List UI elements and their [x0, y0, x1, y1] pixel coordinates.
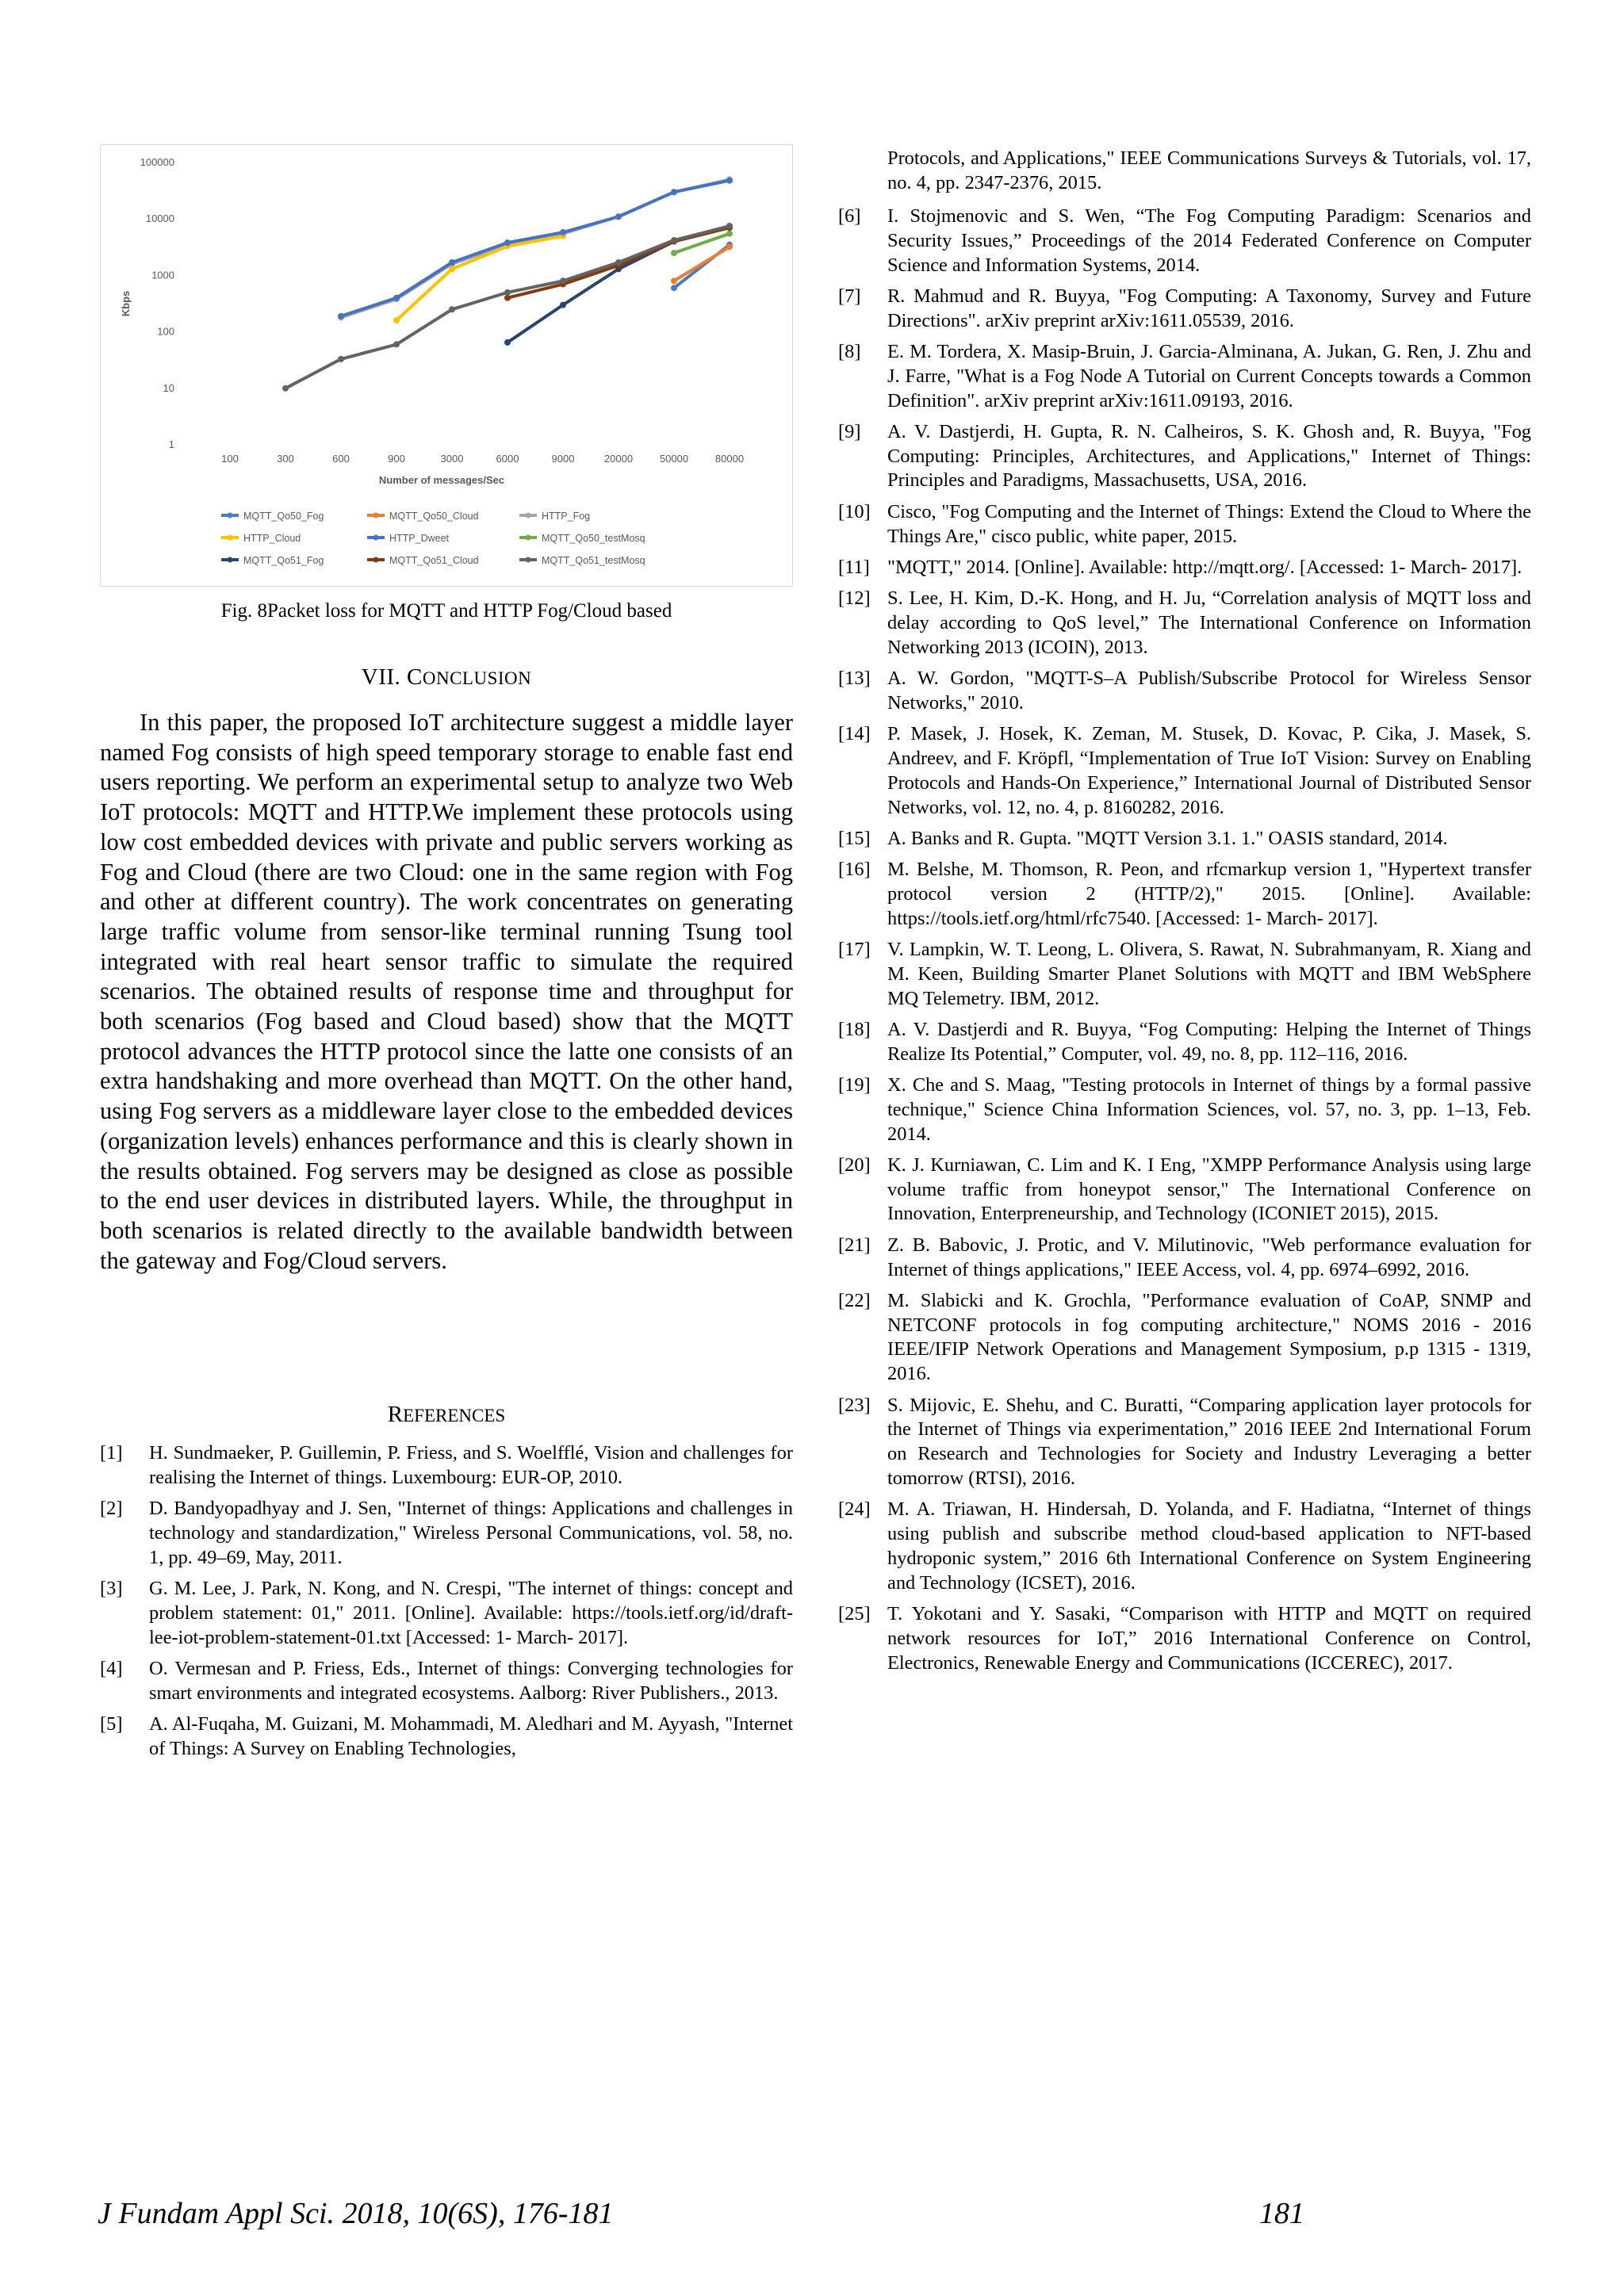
reference-number: [23] [838, 1394, 871, 1416]
reference-number: [18] [838, 1018, 871, 1040]
reference-number: [9] [838, 420, 861, 442]
data-point [393, 295, 400, 301]
legend-swatch-marker [526, 535, 531, 541]
reference-number: [16] [838, 859, 871, 881]
reference-item [838, 1498, 1531, 1595]
reference-text: Z. B. Babovic, J. Protic, and V. Milutinovic, "Web performance evaluation for Internet of things applications," IEEE Access, vol. 4, pp. 6974–6992, 2016. [887, 1234, 1531, 1280]
reference-number: [6] [838, 205, 861, 227]
x-tick-label: 9000 [551, 453, 575, 465]
legend-label: MQTT_Qo50_testMosq [542, 533, 645, 544]
reference-text: A. W. Gordon, "MQTT-S–A Publish/Subscribe Protocol for Wireless Sensor Networks," 2010. [887, 668, 1531, 714]
reference-item [838, 722, 1531, 820]
reference-number: [3] [100, 1577, 123, 1599]
conclusion-heading [100, 664, 793, 691]
reference-item [100, 1497, 793, 1570]
reference-number: [4] [100, 1657, 123, 1679]
data-point [560, 302, 566, 308]
legend-label: MQTT_Qo50_Cloud [389, 511, 479, 522]
reference-text: V. Lampkin, W. T. Leong, L. Olivera, S. Rawat, N. Subrahmanyam, R. Xiang and M. Keen, Building Smarter Planet Solutions with MQTT and IBM WebSphere MQ Telemetry. IBM, 2012. [887, 939, 1531, 1009]
reference-item [838, 1234, 1531, 1283]
data-point [393, 341, 400, 347]
reference-text: A. V. Dastjerdi, H. Gupta, R. N. Calheiros, S. K. Ghosh and, R. Buyya, "Fog Computing: Principles, Architectures, and Applications," Internet of Things: Principles and Paradigms, Massachusetts, USA, 2016. [887, 420, 1531, 492]
reference-text: H. Sundmaeker, P. Guillemin, P. Friess, and S. Woelfflé, Vision and challenges for realising the Internet of things. Luxembourg: EUR-OP, 2010. [149, 1442, 793, 1488]
legend-swatch-marker [373, 513, 379, 519]
y-tick-label: 10000 [145, 212, 174, 225]
reference-number: [8] [838, 340, 861, 362]
reference-number: [13] [838, 668, 871, 690]
reference-number: [1] [100, 1442, 123, 1464]
reference-item [838, 667, 1531, 716]
x-tick-label: 300 [277, 453, 294, 465]
reference-text: A. Banks and R. Gupta. "MQTT Version 3.1. 1." OASIS standard, 2014. [887, 827, 1448, 849]
reference-text: O. Vermesan and P. Friess, Eds., Internet of things: Converging technologies for smart environments and integrated ecosystems. Aalborg: River Publishers., 2013. [149, 1657, 793, 1704]
data-point [726, 231, 733, 237]
data-point [615, 213, 622, 220]
reference-item [838, 500, 1531, 549]
x-axis-label: Number of messages/Sec [378, 474, 505, 486]
legend-swatch-marker [373, 557, 379, 563]
series-line [285, 226, 730, 388]
reference-number: [19] [838, 1074, 871, 1096]
reference-number: [21] [838, 1234, 871, 1256]
legend-swatch-marker [526, 557, 531, 563]
reference-text: I. Stojmenovic and S. Wen, “The Fog Computing Paradigm: Scenarios and Security Issues,” Proceedings of the 2014 Federated Conference on Computer Science and Information Systems, 2014. [887, 205, 1531, 276]
data-point [338, 313, 344, 320]
reference-text: X. Che and S. Maag, "Testing protocols in Internet of things by a formal passive technique," Science China Information Sciences, vol. 57, no. 3, pp. 1–13, Feb. 2014. [887, 1074, 1531, 1145]
data-point [726, 223, 733, 229]
x-tick-label: 80000 [714, 453, 745, 465]
legend-label: MQTT_Qo51_testMosq [542, 555, 645, 566]
y-tick-label: 1000 [151, 269, 174, 281]
reference-item [838, 587, 1531, 660]
reference-text: D. Bandyopadhyay and J. Sen, "Internet of things: Applications and challenges in technology and standardization," Wireless Personal Communications, vol. 58, no. 1, pp. 49–69, May, 2011. [149, 1498, 793, 1568]
y-axis-label: Kbps [120, 290, 132, 317]
reference-number: [7] [838, 285, 861, 307]
reference-item [100, 1712, 793, 1762]
x-tick-label: 20000 [603, 453, 634, 465]
data-point [560, 229, 566, 235]
reference-item [838, 1154, 1531, 1226]
reference-item [838, 938, 1531, 1011]
data-point [560, 277, 566, 284]
conclusion-heading-rest: ONCLUSION [422, 668, 532, 688]
reference-item [838, 1394, 1531, 1491]
reference-item [100, 1577, 793, 1650]
legend-swatch-marker [228, 535, 233, 541]
reference-item [838, 1073, 1531, 1146]
reference-item [100, 1657, 793, 1706]
legend-swatch-marker [526, 513, 531, 519]
y-tick-label: 100000 [140, 156, 174, 168]
legend-label: MQTT_Qo51_Cloud [389, 555, 479, 566]
data-point [671, 189, 677, 195]
reference-number: [22] [838, 1289, 871, 1311]
data-point [449, 266, 455, 272]
references-list-left [100, 1441, 793, 1768]
data-point [615, 259, 622, 266]
data-point [504, 289, 511, 296]
references-list-right [838, 205, 1531, 1682]
legend-swatch-marker [228, 513, 233, 519]
conclusion-paragraph: In this paper, the proposed IoT architecture suggest a middle layer named Fog consists of high speed temporary storage to enable fast end users reporting. We perform an experimental setup to analyze two Web IoT protocols: MQTT and HTTP.We implement these protocols using low cost embedded devices with private and public servers working as Fog and Cloud (there are two Cloud: one in the same region with Fog and other at different country). The work concentrates on generating large traffic volume from sensor-like terminal running Tsung tool integrated with real heart sensor traffic to simulate the required scenarios. The obtained results of response time and throughput for both scenarios (Fog based and Cloud based) show that the MQTT protocol advances the HTTP protocol since the latte one consists of an extra handshaking and more overhead than MQTT. On the other hand, using Fog servers as a middleware layer close to the embedded devices (organization levels) enhances performance and this is clearly shown in the results obtained. Fog servers may be designed as close as possible to the end user devices in distributed layers. While, the throughput in both scenarios is related directly to the available bandwidth between the gateway and Fog/Cloud servers. [100, 709, 793, 1274]
data-point [449, 306, 455, 312]
reference-text: M. Slabicki and K. Grochla, "Performance evaluation of CoAP, SNMP and NETCONF protocols in fog computing architecture," NOMS 2016 - 2016 IEEE/IFIP Network Operations and Management Symposium, p.p 1315 - 1319, 2016. [887, 1289, 1531, 1385]
reference-text: K. J. Kurniawan, C. Lim and K. I Eng, "XMPP Performance Analysis using large volume traffic from honeypot sensor," The International Conference on Innovation, Enterpreneurship, and Technology (ICONIET 2015), 2015. [887, 1154, 1531, 1225]
data-point [726, 178, 733, 184]
reference-item [838, 285, 1531, 334]
reference-text: A. V. Dastjerdi and R. Buyya, “Fog Computing: Helping the Internet of Things Realize Its Potential,” Computer, vol. 49, no. 8, pp. 112–116, 2016. [887, 1018, 1531, 1065]
reference-text: A. Al-Fuqaha, M. Guizani, M. Mohammadi, M. Aledhari and M. Ayyash, "Internet of Things: A Survey on Enabling Technologies, [149, 1712, 793, 1759]
reference-text: "MQTT," 2014. [Online]. Available: http://mqtt.org/. [Accessed: 1- March- 2017]. [887, 556, 1522, 578]
references-heading-first: R [387, 1402, 404, 1427]
x-tick-label: 600 [332, 453, 350, 465]
data-point [449, 259, 455, 266]
series-line [341, 181, 730, 316]
footer-page-number: 181 [1259, 2197, 1304, 2230]
x-tick-label: 50000 [659, 453, 689, 465]
legend-label: HTTP_Cloud [243, 533, 301, 544]
reference-text: R. Mahmud and R. Buyya, "Fog Computing: A Taxonomy, Survey and Future Directions". arXiv preprint arXiv:1611.05539, 2016. [887, 285, 1531, 331]
legend-swatch-marker [228, 557, 233, 563]
x-tick-label: 900 [388, 453, 405, 465]
reference-text: E. M. Tordera, X. Masip-Bruin, J. Garcia-Alminana, A. Jukan, G. Ren, J. Zhu and J. Farre, "What is a Fog Node A Tutorial on Current Concepts towards a Common Definition". arXiv preprint arXiv:1611.09193, 2016. [887, 340, 1531, 411]
reference-number: [10] [838, 500, 871, 522]
reference-item [838, 1018, 1531, 1067]
y-tick-label: 100 [157, 325, 174, 338]
reference-number: [12] [838, 587, 871, 610]
conclusion-heading-num: VII. C [361, 664, 423, 690]
reference-item [838, 827, 1531, 851]
series-line [396, 236, 563, 320]
reference-number: [20] [838, 1154, 871, 1176]
data-point [282, 385, 289, 392]
reference-number: [11] [838, 556, 870, 578]
reference-text: Cisco, "Fog Computing and the Internet of Things: Extend the Cloud to Where the Things Are," cisco public, white paper, 2015. [887, 500, 1531, 547]
references-heading-rest: EFERENCES [403, 1406, 506, 1425]
reference-number: [15] [838, 827, 871, 849]
reference-text: M. Belshe, M. Thomson, R. Peon, and rfcmarkup version 1, "Hypertext transfer protocol version 2 (HTTP/2)," 2015. [Online]. Available: https://tools.ietf.org/html/rfc7540. [Accessed: 1- March- 2017]. [887, 859, 1531, 929]
reference-item [838, 205, 1531, 277]
reference-item [838, 858, 1531, 931]
reference-text: T. Yokotani and Y. Sasaki, “Comparison with HTTP and MQTT on required network resources for IoT,” 2016 International Conference on Control, Electronics, Renewable Energy and Communications (ICCEREC), 2017. [887, 1602, 1531, 1674]
reference-text: G. M. Lee, J. Park, N. Kong, and N. Crespi, "The internet of things: concept and problem statement: 01," 2011. [Online]. Available: https://tools.ietf.org/id/draft-lee-iot-problem-statement-01.txt [Accessed: 1- March- 2017]. [149, 1577, 793, 1648]
legend-label: HTTP_Fog [542, 511, 591, 522]
data-point [726, 243, 733, 250]
reference-number: [5] [100, 1712, 123, 1735]
reference-text: S. Mijovic, E. Shehu, and C. Buratti, “Comparing application layer protocols for the Internet of Things via experimentation,” 2016 IEEE 2nd International Forum on Research and Technologies for Society and Industry Leveraging a better tomorrow (RTSI), 2016. [887, 1394, 1531, 1489]
reference-text: S. Lee, H. Kim, D.-K. Hong, and H. Ju, “Correlation analysis of MQTT loss and delay according to QoS level,” The International Conference on Information Networking 2013 (ICOIN), 2013. [887, 587, 1531, 658]
reference-number: [2] [100, 1498, 123, 1520]
data-point [393, 317, 400, 323]
reference-item [838, 556, 1531, 580]
legend-label: MQTT_Qo51_Fog [243, 555, 324, 566]
references-heading [100, 1402, 793, 1428]
reference-text: P. Masek, J. Hosek, K. Zeman, M. Stusek, D. Kovac, P. Cika, J. Masek, S. Andreev, and F. Kröpfl, “Implementation of True IoT Vision: Survey on Enabling Protocols and Hands-On Experience,” International Journal of Distributed Sensor Networks, vol. 12, no. 4, p. 8160282, 2016. [887, 723, 1531, 818]
data-point [504, 239, 511, 246]
data-point [671, 285, 677, 291]
reference-number: [14] [838, 723, 871, 745]
y-tick-label: 1 [168, 438, 174, 450]
x-tick-label: 6000 [496, 453, 519, 465]
legend-label: HTTP_Dweet [389, 533, 450, 544]
reference-item [838, 340, 1531, 413]
y-tick-label: 10 [163, 381, 174, 394]
x-tick-label: 100 [221, 453, 239, 465]
data-point [671, 250, 677, 256]
data-point [504, 339, 511, 346]
reference-item [838, 1289, 1531, 1387]
x-tick-label: 3000 [440, 453, 464, 465]
figure-8-chart [100, 144, 793, 587]
series-line [674, 247, 730, 281]
data-point [504, 295, 511, 301]
figure-caption: Fig. 8Packet loss for MQTT and HTTP Fog/Cloud based [220, 600, 672, 622]
reference-text: M. A. Triawan, H. Hindersah, D. Yolanda, and F. Hadiatna, “Internet of things using publish and subscribe method cloud-based application to NFT-based hydroponic system,” 2016 6th International Conference on System Engineering and Technology (ICSET), 2016. [887, 1498, 1531, 1594]
reference-item [100, 1441, 793, 1490]
line-chart [101, 145, 792, 586]
data-point [671, 277, 677, 284]
reference-5-continuation: Protocols, and Applications," IEEE Communications Surveys & Tutorials, vol. 17, no. 4, pp. 2347-2376, 2015. [887, 147, 1531, 193]
reference-number: [17] [838, 939, 871, 961]
data-point [338, 356, 344, 362]
reference-number: [24] [838, 1498, 871, 1521]
legend-label: MQTT_Qo50_Fog [243, 511, 324, 522]
reference-item [838, 1602, 1531, 1675]
reference-number: [25] [838, 1602, 871, 1624]
legend-swatch-marker [373, 535, 379, 541]
data-point [671, 237, 677, 243]
footer-journal-citation: J Fundam Appl Sci. 2018, 10(6S), 176-181 [98, 2197, 614, 2230]
reference-item [838, 420, 1531, 493]
